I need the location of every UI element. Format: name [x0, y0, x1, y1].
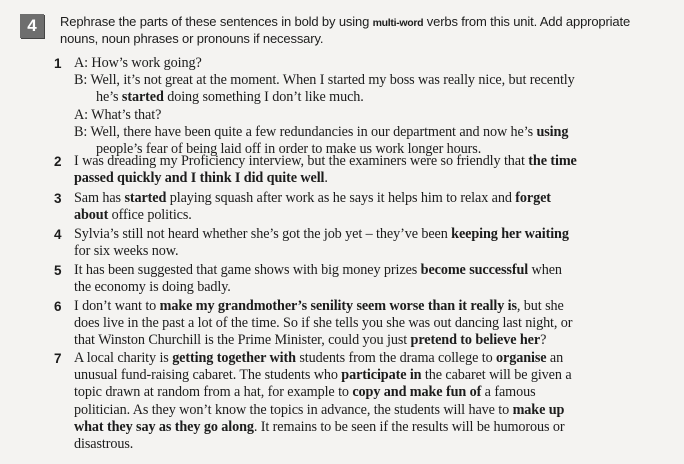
- plain-text: students from the drama college to: [295, 350, 497, 366]
- instruction-line-2: nouns, noun phrases or pronouns if necessary.: [60, 31, 324, 46]
- item-line: [74, 402, 674, 419]
- plain-text: topic drawn at random from a hat, for example to: [74, 384, 353, 401]
- plain-text: A local charity is: [74, 350, 173, 366]
- plain-text: playing squash after work as he says it helps him to relax and: [166, 190, 516, 206]
- dialogue-line: [74, 89, 674, 106]
- plain-text: he’s: [96, 89, 122, 106]
- item-line: for six weeks now.: [74, 243, 179, 260]
- plain-text: I don’t want to: [74, 298, 160, 314]
- bold-phrase: getting together with: [172, 350, 296, 366]
- item-number: 1: [54, 56, 62, 71]
- item-line: [74, 153, 674, 170]
- plain-text: B: Well, there have been quite a few redundancies in our department and now he’s: [74, 123, 537, 140]
- item-line: [74, 262, 674, 279]
- item-line: the economy is doing badly.: [74, 279, 231, 296]
- plain-text: . It remains to be seen if the results will be humorous or: [253, 418, 565, 435]
- plain-text: , but she: [516, 298, 564, 314]
- item-line: [74, 170, 674, 187]
- plain-text: that Winston Churchill is the Prime Minister, could you just: [74, 332, 411, 349]
- bold-phrase: passed quickly and I think I did quite well: [74, 170, 325, 187]
- bold-phrase: about: [74, 207, 109, 224]
- plain-text: doing something I don’t like much.: [163, 89, 364, 106]
- item-text: [74, 190, 674, 224]
- plain-text: It has been suggested that game shows with big money prizes: [74, 262, 421, 278]
- item-number: 4: [54, 227, 62, 242]
- bold-phrase: keeping her waiting: [451, 226, 569, 242]
- item-line: [74, 350, 674, 367]
- item-line: does live in the past a lot of the time. So if she tells you she was out dancing last night, or: [74, 315, 573, 332]
- item-number: 2: [54, 154, 62, 169]
- plain-text: Sylvia’s still not heard whether she’s got the job yet – they’ve been: [74, 226, 452, 242]
- item-text: [74, 55, 674, 158]
- item-line: [74, 207, 674, 224]
- bold-phrase: started: [124, 190, 167, 206]
- plain-text: politician. As they won’t know the topics in advance, the students will have to: [74, 401, 513, 418]
- dialogue-line: A: What’s that?: [74, 106, 162, 123]
- bold-phrase: become successful: [420, 262, 529, 278]
- bold-phrase: copy and make fun of: [352, 384, 482, 401]
- exercise-item-3: [54, 190, 674, 224]
- plain-text: a famous: [481, 384, 536, 401]
- bold-phrase: forget: [515, 190, 551, 206]
- item-line: [74, 384, 674, 401]
- item-line: [74, 419, 674, 436]
- exercise-item-7: [54, 350, 674, 453]
- item-number: 7: [54, 351, 62, 366]
- exercise-instruction: [60, 14, 676, 47]
- item-line: [74, 226, 674, 243]
- plain-text: office politics.: [108, 207, 192, 224]
- plain-text: I was dreading my Proficiency interview, but the examiners were so friendly that: [74, 153, 529, 169]
- bold-phrase: the time: [528, 153, 577, 169]
- instruction-line-1: [60, 14, 676, 31]
- item-number: 3: [54, 191, 62, 206]
- bold-phrase: make up: [512, 401, 565, 418]
- plain-text: an: [546, 350, 564, 366]
- plain-text: when: [528, 262, 562, 278]
- item-text: [74, 262, 674, 296]
- bold-phrase: organise: [496, 350, 547, 366]
- item-line: [74, 367, 674, 384]
- item-text: [74, 298, 674, 350]
- exercise-item-4: [54, 226, 674, 260]
- bold-phrase: started: [121, 89, 164, 106]
- dialogue-line: people’s fear of being laid off in order to make us work longer hours.: [96, 141, 482, 158]
- plain-text: .: [324, 170, 328, 187]
- bold-phrase: make my grandmother’s senility seem worse than it really is: [159, 298, 517, 314]
- exercise-item-1: [54, 55, 674, 158]
- plain-text: unusual fund-raising cabaret. The students who: [74, 367, 342, 384]
- item-text: [74, 350, 674, 453]
- exercise-number-badge: 4: [20, 14, 44, 38]
- plain-text: ?: [540, 332, 547, 349]
- item-line: disastrous.: [74, 436, 134, 453]
- item-line: [74, 190, 674, 207]
- exercise-item-2: [54, 153, 674, 187]
- dialogue-line: B: Well, it’s not great at the moment. When I started my boss was really nice, but recently: [74, 72, 575, 89]
- plain-text: the cabaret will be given a: [421, 367, 572, 384]
- instruction-text: Rephrase the parts of these sentences in bold by using: [60, 14, 373, 29]
- item-text: [74, 153, 674, 187]
- plain-text: Sam has: [74, 190, 125, 206]
- bold-phrase: pretend to believe her: [410, 332, 541, 349]
- item-number: 6: [54, 299, 62, 314]
- item-number: 5: [54, 263, 62, 278]
- item-line: [74, 298, 674, 315]
- multi-word-term: multi-word: [372, 17, 424, 29]
- instruction-text: verbs from this unit. Add appropriate: [423, 14, 631, 29]
- dialogue-line: [74, 124, 674, 141]
- item-line: [74, 332, 674, 349]
- exercise-item-6: [54, 298, 674, 350]
- bold-phrase: using: [536, 123, 569, 140]
- dialogue-line: A: How’s work going?: [74, 55, 202, 71]
- bold-phrase: what they say as they go along: [74, 418, 254, 435]
- bold-phrase: participate in: [341, 367, 422, 384]
- item-text: [74, 226, 674, 260]
- exercise-item-5: [54, 262, 674, 296]
